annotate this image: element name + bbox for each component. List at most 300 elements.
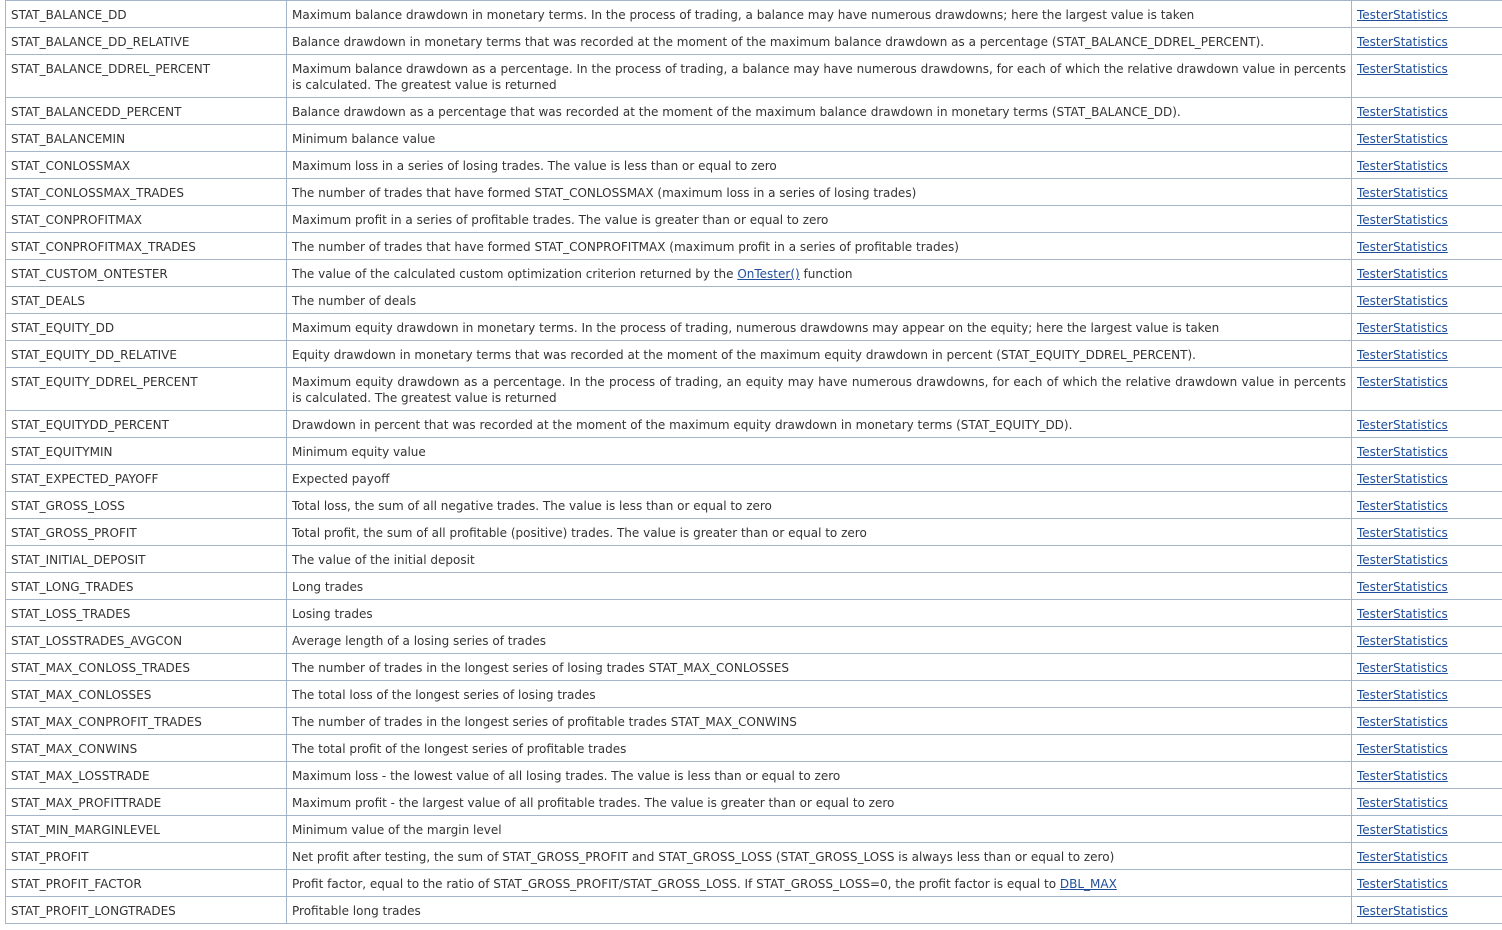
table-row (6, 411, 1502, 438)
identifier-text: STAT_CONLOSSMAX (11, 159, 131, 173)
table-row (6, 789, 1502, 816)
reference-wrapper (1357, 438, 1502, 460)
reference-cell (1352, 179, 1502, 206)
description-text (292, 233, 1346, 255)
identifier-cell (6, 287, 287, 314)
description-cell (287, 870, 1352, 897)
identifier-text: STAT_LONG_TRADES (11, 580, 134, 594)
reference-wrapper (1357, 708, 1502, 730)
identifier-cell (6, 654, 287, 681)
description-text (292, 681, 1346, 703)
identifier-cell (6, 465, 287, 492)
identifier-text: STAT_PROFIT (11, 850, 89, 864)
identifier-text: STAT_INITIAL_DEPOSIT (11, 553, 146, 567)
tester-statistics-link[interactable]: TesterStatistics (1357, 375, 1448, 389)
reference-cell (1352, 287, 1502, 314)
tester-statistics-link[interactable]: TesterStatistics (1357, 688, 1448, 702)
description-text (292, 870, 1346, 892)
table-row (6, 600, 1502, 627)
reference-cell (1352, 870, 1502, 897)
description-text (292, 897, 1346, 919)
table-row (6, 341, 1502, 368)
table-row (6, 28, 1502, 55)
description-text (292, 152, 1346, 174)
description-cell (287, 233, 1352, 260)
identifier-cell (6, 438, 287, 465)
reference-wrapper (1357, 897, 1502, 919)
description-text (292, 627, 1346, 649)
description-cell (287, 368, 1352, 411)
description-cell (287, 627, 1352, 654)
description-fragment: function (799, 267, 853, 281)
description-text (292, 28, 1346, 50)
description-cell (287, 681, 1352, 708)
description-text (292, 206, 1346, 228)
identifier-text: STAT_LOSSTRADES_AVGCON (11, 634, 183, 648)
reference-cell (1352, 411, 1502, 438)
description-text (292, 843, 1346, 865)
table-row (6, 492, 1502, 519)
reference-wrapper (1357, 341, 1502, 363)
statistics-table-container (5, 0, 1502, 924)
identifier-cell (6, 870, 287, 897)
identifier-cell (6, 762, 287, 789)
identifier-cell (6, 627, 287, 654)
description-fragment: Maximum equity drawdown in monetary terms. In the process of trading, numerous drawdowns may appear on the equity; here the largest value is taken (292, 321, 1220, 335)
description-cell (287, 314, 1352, 341)
reference-wrapper (1357, 492, 1502, 514)
identifier-text: STAT_PROFIT_FACTOR (11, 877, 142, 891)
description-fragment: The total profit of the longest series of profitable trades (292, 742, 627, 756)
description-text (292, 287, 1346, 309)
description-text (292, 546, 1346, 568)
tester-statistics-link[interactable]: TesterStatistics (1357, 796, 1448, 810)
description-text (292, 465, 1346, 487)
tester-statistics-link[interactable]: TesterStatistics (1357, 213, 1448, 227)
description-fragment: Maximum balance drawdown as a percentage. In the process of trading, a balance may have numerous drawdowns, for each of which the relative drawdown value in percents is calculated. The greatest value is returned (292, 62, 1346, 92)
description-fragment: Maximum equity drawdown as a percentage. In the process of trading, an equity may have numerous drawdowns, for each of which the relative drawdown value in percents is calculated. The greatest value is returned (292, 375, 1346, 405)
description-cell (287, 492, 1352, 519)
table-row (6, 152, 1502, 179)
reference-wrapper (1357, 600, 1502, 622)
reference-wrapper (1357, 411, 1502, 433)
tester-statistics-link[interactable]: TesterStatistics (1357, 904, 1448, 918)
identifier-cell (6, 1, 287, 28)
description-cell (287, 735, 1352, 762)
description-cell (287, 98, 1352, 125)
identifier-text: STAT_BALANCEDD_PERCENT (11, 105, 182, 119)
description-cell (287, 816, 1352, 843)
reference-cell (1352, 627, 1502, 654)
description-text (292, 55, 1346, 93)
tester-statistics-link[interactable]: TesterStatistics (1357, 321, 1448, 335)
reference-cell (1352, 546, 1502, 573)
description-cell (287, 573, 1352, 600)
reference-cell (1352, 816, 1502, 843)
description-cell (287, 654, 1352, 681)
description-fragment: Expected payoff (292, 472, 390, 486)
tester-statistics-link[interactable]: TesterStatistics (1357, 661, 1448, 675)
identifier-cell (6, 843, 287, 870)
description-fragment: The value of the calculated custom optimization criterion returned by the (292, 267, 738, 281)
reference-cell (1352, 492, 1502, 519)
identifier-text: STAT_EXPECTED_PAYOFF (11, 472, 159, 486)
table-row (6, 708, 1502, 735)
description-cell (287, 411, 1352, 438)
description-fragment: Maximum profit - the largest value of all profitable trades. The value is greater than or equal to zero (292, 796, 895, 810)
identifier-cell (6, 600, 287, 627)
description-cell (287, 206, 1352, 233)
description-cell (287, 179, 1352, 206)
description-cell (287, 287, 1352, 314)
identifier-text: STAT_CONPROFITMAX (11, 213, 142, 227)
reference-cell (1352, 843, 1502, 870)
identifier-cell (6, 681, 287, 708)
tester-statistics-link[interactable]: TesterStatistics (1357, 472, 1448, 486)
description-cell (287, 519, 1352, 546)
tester-statistics-link[interactable]: TesterStatistics (1357, 8, 1448, 22)
description-fragment: Minimum value of the margin level (292, 823, 502, 837)
description-text (292, 125, 1346, 147)
identifier-text: STAT_EQUITYMIN (11, 445, 113, 459)
description-text (292, 438, 1346, 460)
description-link[interactable]: OnTester() (737, 267, 800, 281)
description-text (292, 762, 1346, 784)
identifier-text: STAT_MAX_LOSSTRADE (11, 769, 150, 783)
identifier-cell (6, 206, 287, 233)
description-fragment: The number of trades that have formed STAT_CONPROFITMAX (maximum profit in a series of profitable trades) (292, 240, 959, 254)
tester-statistics-link[interactable]: TesterStatistics (1357, 715, 1448, 729)
reference-cell (1352, 573, 1502, 600)
tester-statistics-link[interactable]: TesterStatistics (1357, 499, 1448, 513)
identifier-cell (6, 897, 287, 924)
identifier-cell (6, 152, 287, 179)
table-row (6, 762, 1502, 789)
description-fragment: Maximum balance drawdown in monetary terms. In the process of trading, a balance may have numerous drawdowns; here the largest value is taken (292, 8, 1195, 22)
description-text (292, 314, 1346, 336)
reference-cell (1352, 438, 1502, 465)
description-text (292, 789, 1346, 811)
table-row (6, 681, 1502, 708)
description-fragment: Maximum loss in a series of losing trades. The value is less than or equal to zero (292, 159, 777, 173)
reference-cell (1352, 789, 1502, 816)
description-cell (287, 843, 1352, 870)
description-fragment: Maximum loss - the lowest value of all losing trades. The value is less than or equal to zero (292, 769, 841, 783)
description-fragment: Losing trades (292, 607, 373, 621)
description-fragment: The number of trades in the longest series of losing trades STAT_MAX_CONLOSSES (292, 661, 789, 675)
tester-statistics-link[interactable]: TesterStatistics (1357, 159, 1448, 173)
description-fragment: Total loss, the sum of all negative trades. The value is less than or equal to zero (292, 499, 772, 513)
reference-wrapper (1357, 233, 1502, 255)
description-text (292, 492, 1346, 514)
description-cell (287, 55, 1352, 98)
reference-wrapper (1357, 179, 1502, 201)
tester-statistics-link[interactable]: TesterStatistics (1357, 35, 1448, 49)
table-row (6, 735, 1502, 762)
identifier-text: STAT_CUSTOM_ONTESTER (11, 267, 168, 281)
reference-wrapper (1357, 681, 1502, 703)
description-text (292, 708, 1346, 730)
description-text (292, 735, 1346, 757)
reference-wrapper (1357, 125, 1502, 147)
identifier-cell (6, 411, 287, 438)
identifier-text: STAT_EQUITY_DD_RELATIVE (11, 348, 177, 362)
description-fragment: Balance drawdown as a percentage that was recorded at the moment of the maximum balance drawdown in monetary terms (STAT_BALANCE_DD). (292, 105, 1181, 119)
description-cell (287, 260, 1352, 287)
reference-wrapper (1357, 98, 1502, 120)
reference-cell (1352, 125, 1502, 152)
table-row (6, 260, 1502, 287)
description-text (292, 1, 1346, 23)
tester-statistics-link[interactable]: TesterStatistics (1357, 850, 1448, 864)
identifier-text: STAT_BALANCE_DDREL_PERCENT (11, 62, 211, 76)
table-row (6, 816, 1502, 843)
table-row (6, 843, 1502, 870)
reference-cell (1352, 735, 1502, 762)
reference-cell (1352, 465, 1502, 492)
table-row (6, 206, 1502, 233)
table-row (6, 627, 1502, 654)
table-row (6, 314, 1502, 341)
description-fragment: Net profit after testing, the sum of STAT_GROSS_PROFIT and STAT_GROSS_LOSS (STAT_GROSS_LOSS is always less than or equal to zero) (292, 850, 1115, 864)
tester-statistics-link[interactable]: TesterStatistics (1357, 294, 1448, 308)
identifier-text: STAT_CONLOSSMAX_TRADES (11, 186, 184, 200)
identifier-cell (6, 573, 287, 600)
tester-statistics-link[interactable]: TesterStatistics (1357, 105, 1448, 119)
identifier-text: STAT_BALANCE_DD_RELATIVE (11, 35, 190, 49)
tester-statistics-link[interactable]: TesterStatistics (1357, 769, 1448, 783)
identifier-text: STAT_EQUITY_DD (11, 321, 115, 335)
description-text (292, 411, 1346, 433)
tester-statistics-link[interactable]: TesterStatistics (1357, 823, 1448, 837)
identifier-text: STAT_BALANCE_DD (11, 8, 127, 22)
description-text (292, 98, 1346, 120)
table-row (6, 125, 1502, 152)
table-row (6, 287, 1502, 314)
table-row (6, 546, 1502, 573)
tester-statistics-link[interactable]: TesterStatistics (1357, 267, 1448, 281)
identifier-cell (6, 546, 287, 573)
reference-cell (1352, 708, 1502, 735)
description-fragment: Maximum profit in a series of profitable trades. The value is greater than or equal to zero (292, 213, 829, 227)
reference-wrapper (1357, 843, 1502, 865)
reference-wrapper (1357, 206, 1502, 228)
reference-wrapper (1357, 465, 1502, 487)
description-fragment: Minimum balance value (292, 132, 436, 146)
identifier-cell (6, 735, 287, 762)
statistics-table (5, 0, 1502, 924)
tester-statistics-link[interactable]: TesterStatistics (1357, 580, 1448, 594)
table-row (6, 897, 1502, 924)
identifier-text: STAT_GROSS_LOSS (11, 499, 125, 513)
reference-wrapper (1357, 1, 1502, 23)
identifier-text: STAT_CONPROFITMAX_TRADES (11, 240, 196, 254)
table-row (6, 438, 1502, 465)
identifier-cell (6, 233, 287, 260)
table-row (6, 870, 1502, 897)
description-cell (287, 762, 1352, 789)
reference-cell (1352, 206, 1502, 233)
table-row (6, 465, 1502, 492)
reference-cell (1352, 152, 1502, 179)
description-cell (287, 28, 1352, 55)
identifier-text: STAT_MAX_CONPROFIT_TRADES (11, 715, 202, 729)
description-fragment: Total profit, the sum of all profitable (positive) trades. The value is greater than or equal to zero (292, 526, 867, 540)
description-text (292, 654, 1346, 676)
description-fragment: The number of trades in the longest series of profitable trades STAT_MAX_CONWINS (292, 715, 797, 729)
tester-statistics-link[interactable]: TesterStatistics (1357, 553, 1448, 567)
description-text (292, 179, 1346, 201)
reference-cell (1352, 600, 1502, 627)
reference-wrapper (1357, 55, 1502, 77)
description-fragment: The value of the initial deposit (292, 553, 475, 567)
reference-cell (1352, 519, 1502, 546)
tester-statistics-link[interactable]: TesterStatistics (1357, 348, 1448, 362)
reference-cell (1352, 368, 1502, 411)
reference-cell (1352, 260, 1502, 287)
tester-statistics-link[interactable]: TesterStatistics (1357, 607, 1448, 621)
reference-wrapper (1357, 546, 1502, 568)
description-fragment: Profitable long trades (292, 904, 421, 918)
identifier-text: STAT_DEALS (11, 294, 85, 308)
identifier-text: STAT_BALANCEMIN (11, 132, 126, 146)
reference-cell (1352, 233, 1502, 260)
reference-wrapper (1357, 816, 1502, 838)
reference-wrapper (1357, 152, 1502, 174)
tester-statistics-link[interactable]: TesterStatistics (1357, 240, 1448, 254)
identifier-text: STAT_EQUITY_DDREL_PERCENT (11, 375, 198, 389)
identifier-text: STAT_MAX_CONWINS (11, 742, 138, 756)
description-cell (287, 600, 1352, 627)
tester-statistics-link[interactable]: TesterStatistics (1357, 445, 1448, 459)
description-cell (287, 341, 1352, 368)
identifier-cell (6, 314, 287, 341)
tester-statistics-link[interactable]: TesterStatistics (1357, 62, 1448, 76)
description-fragment: Balance drawdown in monetary terms that was recorded at the moment of the maximum balance drawdown as a percentage (STAT_BALANCE_DDREL_PERCENT). (292, 35, 1265, 49)
description-fragment: The total loss of the longest series of losing trades (292, 688, 596, 702)
reference-wrapper (1357, 368, 1502, 390)
reference-wrapper (1357, 314, 1502, 336)
description-fragment: Long trades (292, 580, 364, 594)
description-fragment: Minimum equity value (292, 445, 426, 459)
reference-wrapper (1357, 287, 1502, 309)
description-cell (287, 152, 1352, 179)
reference-cell (1352, 55, 1502, 98)
reference-wrapper (1357, 789, 1502, 811)
table-row (6, 233, 1502, 260)
description-fragment: Drawdown in percent that was recorded at the moment of the maximum equity drawdown in monetary terms (STAT_EQUITY_DD). (292, 418, 1073, 432)
identifier-cell (6, 368, 287, 411)
tester-statistics-link[interactable]: TesterStatistics (1357, 186, 1448, 200)
description-cell (287, 897, 1352, 924)
table-row (6, 573, 1502, 600)
description-cell (287, 546, 1352, 573)
description-fragment: Profit factor, equal to the ratio of STAT_GROSS_PROFIT/STAT_GROSS_LOSS. If STAT_GROSS_LOSS=0, the profit factor is equal to (292, 877, 1060, 891)
identifier-text: STAT_MAX_CONLOSS_TRADES (11, 661, 190, 675)
statistics-table-body (6, 1, 1502, 924)
description-fragment: The number of deals (292, 294, 417, 308)
tester-statistics-link[interactable]: TesterStatistics (1357, 634, 1448, 648)
identifier-cell (6, 341, 287, 368)
description-fragment: Equity drawdown in monetary terms that was recorded at the moment of the maximum equity drawdown in percent (STAT_EQUITY_DDREL_PERCENT). (292, 348, 1196, 362)
table-row (6, 519, 1502, 546)
identifier-cell (6, 789, 287, 816)
tester-statistics-link[interactable]: TesterStatistics (1357, 742, 1448, 756)
description-cell (287, 708, 1352, 735)
description-text (292, 600, 1346, 622)
description-text (292, 368, 1346, 406)
description-cell (287, 789, 1352, 816)
reference-cell (1352, 314, 1502, 341)
reference-cell (1352, 341, 1502, 368)
identifier-cell (6, 260, 287, 287)
reference-cell (1352, 681, 1502, 708)
tester-statistics-link[interactable]: TesterStatistics (1357, 526, 1448, 540)
reference-wrapper (1357, 519, 1502, 541)
description-cell (287, 465, 1352, 492)
reference-wrapper (1357, 28, 1502, 50)
reference-cell (1352, 762, 1502, 789)
identifier-cell (6, 55, 287, 98)
reference-wrapper (1357, 870, 1502, 892)
description-text (292, 816, 1346, 838)
identifier-text: STAT_EQUITYDD_PERCENT (11, 418, 169, 432)
identifier-cell (6, 179, 287, 206)
identifier-cell (6, 492, 287, 519)
description-text (292, 573, 1346, 595)
description-text (292, 260, 1346, 282)
description-text (292, 341, 1346, 363)
reference-wrapper (1357, 260, 1502, 282)
reference-wrapper (1357, 735, 1502, 757)
identifier-text: STAT_PROFIT_LONGTRADES (11, 904, 176, 918)
description-fragment: Average length of a losing series of trades (292, 634, 546, 648)
reference-wrapper (1357, 654, 1502, 676)
table-row (6, 98, 1502, 125)
table-row (6, 1, 1502, 28)
identifier-cell (6, 28, 287, 55)
identifier-text: STAT_GROSS_PROFIT (11, 526, 137, 540)
table-row (6, 654, 1502, 681)
description-cell (287, 1, 1352, 28)
description-link[interactable]: DBL_MAX (1059, 877, 1117, 891)
description-cell (287, 125, 1352, 152)
table-row (6, 368, 1502, 411)
reference-wrapper (1357, 627, 1502, 649)
tester-statistics-link[interactable]: TesterStatistics (1357, 877, 1448, 891)
reference-cell (1352, 897, 1502, 924)
identifier-text: STAT_LOSS_TRADES (11, 607, 131, 621)
identifier-text: STAT_MAX_PROFITTRADE (11, 796, 162, 810)
tester-statistics-link[interactable]: TesterStatistics (1357, 418, 1448, 432)
reference-cell (1352, 28, 1502, 55)
identifier-text: STAT_MAX_CONLOSSES (11, 688, 152, 702)
identifier-cell (6, 125, 287, 152)
description-cell (287, 438, 1352, 465)
table-row (6, 55, 1502, 98)
identifier-text: STAT_MIN_MARGINLEVEL (11, 823, 160, 837)
description-fragment: The number of trades that have formed STAT_CONLOSSMAX (maximum loss in a series of losing trades) (292, 186, 917, 200)
identifier-cell (6, 98, 287, 125)
reference-cell (1352, 654, 1502, 681)
reference-cell (1352, 1, 1502, 28)
identifier-cell (6, 519, 287, 546)
tester-statistics-link[interactable]: TesterStatistics (1357, 132, 1448, 146)
description-text (292, 519, 1346, 541)
table-row (6, 179, 1502, 206)
identifier-cell (6, 816, 287, 843)
reference-wrapper (1357, 762, 1502, 784)
